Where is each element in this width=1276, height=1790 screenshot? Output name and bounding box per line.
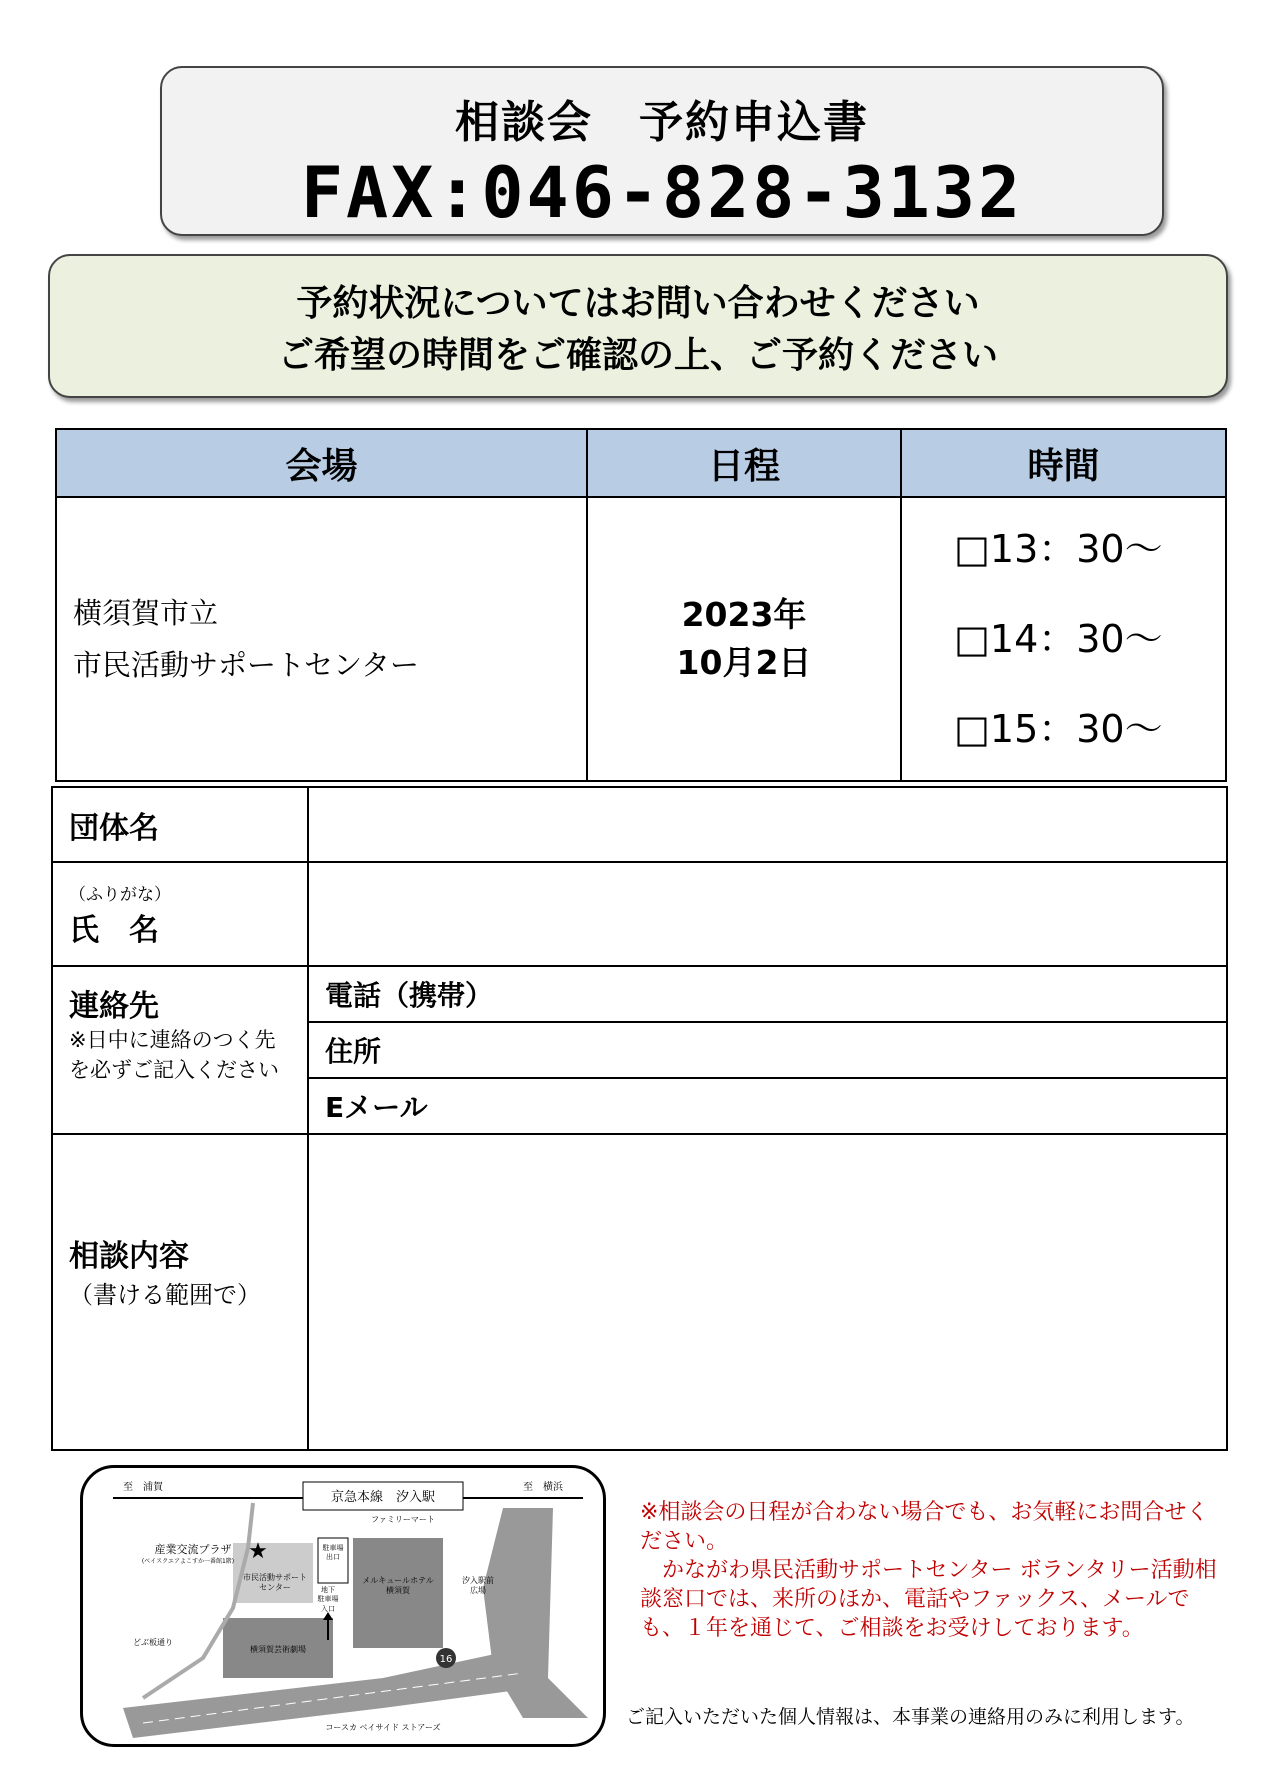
group-name-field[interactable]	[308, 787, 1227, 862]
center-label-1: 市民活動サポート	[243, 1573, 307, 1582]
schedule-table	[55, 428, 1227, 782]
route-16-label: 16	[439, 1654, 453, 1665]
map-drawing	[83, 1468, 603, 1744]
time-slot-1330[interactable]: □13：30～	[954, 527, 1163, 571]
plaza-sub-label: (ベイスクエアよこすか一番館1階)	[141, 1558, 235, 1565]
access-map	[80, 1465, 606, 1747]
venue-cell	[56, 497, 587, 781]
name-label-text: 氏 名	[69, 913, 159, 948]
entrance-arrowhead	[323, 1612, 333, 1620]
date-day: 10月2日	[676, 643, 812, 682]
center-label-2: センター	[259, 1583, 291, 1592]
hotel-label-1: メルキュールホテル	[362, 1576, 434, 1585]
name-ruby: （ふりがな）	[69, 885, 171, 905]
plaza-label: 産業交流プラザ	[154, 1543, 232, 1556]
phone-label: 電話（携帯）	[325, 979, 494, 1012]
time-slots-cell	[901, 497, 1226, 781]
consult-label-text: 相談内容	[69, 1239, 189, 1274]
underground-label-2: 駐車場	[317, 1595, 339, 1603]
venue-line-1: 横須賀市立	[73, 596, 219, 630]
fax-number: FAX:046-828-3132	[300, 152, 1024, 234]
address-label: 住所	[325, 1035, 382, 1068]
date-cell	[587, 497, 901, 781]
familymart-label: ファミリーマート	[371, 1515, 435, 1524]
phone-field[interactable]	[308, 966, 1227, 1022]
parking-exit-label-2: 出口	[326, 1553, 340, 1561]
page-title: 相談会 予約申込書	[455, 97, 869, 148]
time-slot-1530[interactable]: □15：30～	[954, 707, 1163, 751]
title-box	[160, 66, 1164, 236]
contact-label	[52, 966, 308, 1134]
notice-line-2: ご希望の時間をご確認の上、ご予約ください	[277, 335, 998, 376]
coaska-label: コースカ ベイサイド ストアーズ	[325, 1723, 441, 1732]
consult-note: （書ける範囲で）	[69, 1281, 261, 1309]
hotel-label-2: 横須賀	[386, 1586, 410, 1595]
venue-line-2: 市民活動サポートセンター	[73, 648, 419, 682]
date-year: 2023年	[681, 595, 807, 634]
address-field[interactable]	[308, 1022, 1227, 1078]
dobuita-label: どぶ板通り	[133, 1638, 173, 1647]
side-note: ※相談会の日程が合わない場合でも、お気軽にお問合せください。 かながわ県民活動サポートセンター ボランタリー活動相談窓口では、来所のほか、電話やファックス、メールでも、１年を通じて、ご相談をお受けしております。	[640, 1500, 1217, 1641]
time-slot-1430[interactable]: □14：30～	[954, 617, 1163, 661]
name-field[interactable]	[308, 862, 1227, 966]
group-name-label	[52, 787, 308, 862]
consult-label	[52, 1134, 308, 1450]
contact-note: ※日中に連絡のつく先を必ずご記入ください	[69, 1028, 279, 1082]
time-header: 時間	[901, 429, 1226, 497]
station-label: 京急本線 汐入駅	[330, 1490, 436, 1505]
venue-header: 会場	[56, 429, 587, 497]
theater-label: 横須賀芸術劇場	[250, 1645, 306, 1654]
entrance-label: 入口	[321, 1605, 335, 1613]
to-yokohama-label: 至 横浜	[523, 1482, 563, 1493]
to-uraga-label: 至 浦賀	[123, 1482, 163, 1493]
email-field[interactable]	[308, 1078, 1227, 1134]
group-name-label-text: 団体名	[69, 810, 159, 846]
station-plaza-label-2: 広場	[470, 1586, 486, 1595]
station-plaza-label-1: 汐入駅前	[462, 1576, 494, 1585]
star-icon: ★	[248, 1539, 268, 1564]
parking-exit-label-1: 駐車場	[322, 1544, 344, 1552]
date-header: 日程	[587, 429, 901, 497]
notice-line-1: 予約状況についてはお問い合わせください	[296, 283, 980, 324]
privacy-footer: ご記入いただいた個人情報は、本事業の連絡用のみに利用します。	[626, 1706, 1195, 1728]
underground-label-1: 地下	[321, 1586, 335, 1594]
email-label: Eメール	[325, 1091, 428, 1124]
contact-label-text: 連絡先	[69, 989, 159, 1024]
name-label	[52, 862, 308, 966]
consult-field[interactable]	[308, 1134, 1227, 1450]
application-form	[51, 786, 1228, 1451]
notice-box	[48, 254, 1228, 398]
